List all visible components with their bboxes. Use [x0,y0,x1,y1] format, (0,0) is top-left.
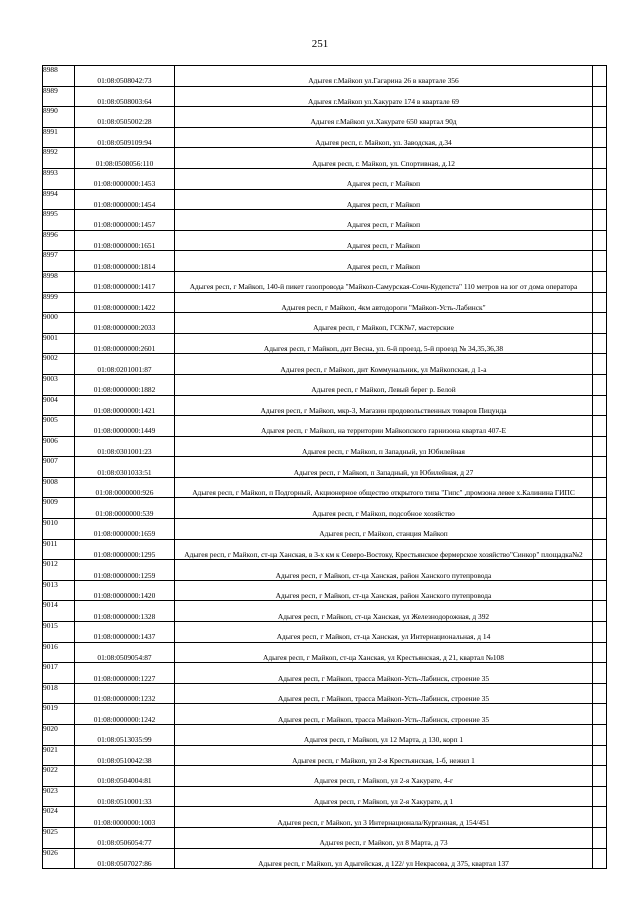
row-number: 9026 [43,848,75,869]
address: Адыгея респ, г Майкоп, ул 8 Марта, д 73 [175,827,593,848]
cadastral-number: 01:08:0510001:33 [75,786,175,807]
row-number: 9014 [43,601,75,622]
cadastral-number: 01:08:0510042:38 [75,745,175,766]
table-row [43,127,607,148]
row-number: 8999 [43,292,75,313]
empty-cell [593,683,607,704]
empty-cell [593,333,607,354]
empty-cell [593,477,607,498]
row-number: 9013 [43,580,75,601]
empty-cell [593,766,607,787]
cadastral-number: 01:08:0000000:1420 [75,580,175,601]
registry-table-body [43,66,607,869]
cadastral-number: 01:08:0509109:94 [75,127,175,148]
empty-cell [593,622,607,643]
empty-cell [593,436,607,457]
cadastral-number: 01:08:0000000:1295 [75,539,175,560]
address: Адыгея респ, г Майкоп, днт Коммунальник, ул Майкопская, д 1-а [175,354,593,375]
cadastral-number: 01:08:0000000:1232 [75,683,175,704]
empty-cell [593,107,607,128]
row-number: 9010 [43,519,75,540]
address: Адыгея респ, г Майкоп [175,230,593,251]
address: Адыгея г.Майкоп ул.Хакурате 174 в квартале 69 [175,86,593,107]
address: Адыгея респ, г Майкоп, 140-й пикет газопровода "Майкоп-Самурская-Сочи-Кудепста" 110 метров на юг от дома оператора [175,271,593,292]
row-number: 9000 [43,313,75,334]
empty-cell [593,395,607,416]
cadastral-number: 01:08:0000000:926 [75,477,175,498]
table-row [43,66,607,87]
table-row [43,704,607,725]
row-number: 9008 [43,477,75,498]
row-number: 9009 [43,498,75,519]
address: Адыгея респ, г Майкоп [175,210,593,231]
row-number: 9007 [43,457,75,478]
cadastral-number: 01:08:0301001:23 [75,436,175,457]
table-row [43,519,607,540]
row-number: 9005 [43,416,75,437]
row-number: 8996 [43,230,75,251]
registry-table [42,65,607,869]
address: Адыгея респ, г Майкоп, подсобное хозяйство [175,498,593,519]
cadastral-number: 01:08:0504004:81 [75,766,175,787]
address: Адыгея респ, г Майкоп, трасса Майкоп-Усть-Лабинск, строение 35 [175,683,593,704]
empty-cell [593,251,607,272]
cadastral-number: 01:08:0301033:51 [75,457,175,478]
row-number: 9003 [43,374,75,395]
row-number: 8989 [43,86,75,107]
row-number: 9021 [43,745,75,766]
cadastral-number: 01:08:0508042:73 [75,66,175,87]
address: Адыгея респ, г Майкоп [175,189,593,210]
empty-cell [593,271,607,292]
empty-cell [593,601,607,622]
empty-cell [593,848,607,869]
empty-cell [593,127,607,148]
row-number: 8992 [43,148,75,169]
table-row [43,498,607,519]
table-row [43,210,607,231]
cadastral-number: 01:08:0000000:539 [75,498,175,519]
address: Адыгея респ, г Майкоп, на территории Майкопского гарнизона квартал 407-Е [175,416,593,437]
address: Адыгея респ, г Майкоп, ул 12 Марта, д 130, корп 1 [175,725,593,746]
cadastral-number: 01:08:0000000:2601 [75,333,175,354]
address: Адыгея респ, г Майкоп, ГСК№7, мастерские [175,313,593,334]
cadastral-number: 01:08:0509054:87 [75,642,175,663]
empty-cell [593,168,607,189]
empty-cell [593,807,607,828]
empty-cell [593,725,607,746]
row-number: 9017 [43,663,75,684]
address: Адыгея респ, г Майкоп, ул 2-я Хакурате, д 1 [175,786,593,807]
cadastral-number: 01:08:0505002:28 [75,107,175,128]
empty-cell [593,86,607,107]
row-number: 8990 [43,107,75,128]
empty-cell [593,745,607,766]
row-number: 8988 [43,66,75,87]
cadastral-number: 01:08:0000000:1651 [75,230,175,251]
table-row [43,313,607,334]
empty-cell [593,313,607,334]
address: Адыгея респ, г Майкоп, ул 2-я Крестьянская, 1-б, нежил 1 [175,745,593,766]
cadastral-number: 01:08:0000000:1417 [75,271,175,292]
empty-cell [593,704,607,725]
row-number: 8997 [43,251,75,272]
table-row [43,168,607,189]
table-row [43,725,607,746]
table-row [43,374,607,395]
empty-cell [593,663,607,684]
row-number: 9012 [43,560,75,581]
row-number: 9025 [43,827,75,848]
row-number: 9002 [43,354,75,375]
cadastral-number: 01:08:0000000:1449 [75,416,175,437]
empty-cell [593,642,607,663]
empty-cell [593,519,607,540]
table-row [43,683,607,704]
address: Адыгея респ, г Майкоп, ст-ца Ханская, район Ханского путепровода [175,560,593,581]
address: Адыгея г.Майкоп ул.Гагарина 26 в квартале 356 [175,66,593,87]
row-number: 8993 [43,168,75,189]
row-number: 9018 [43,683,75,704]
table-row [43,416,607,437]
table-row [43,230,607,251]
empty-cell [593,148,607,169]
row-number: 8995 [43,210,75,231]
cadastral-number: 01:08:0000000:1421 [75,395,175,416]
row-number: 9016 [43,642,75,663]
table-row [43,786,607,807]
cadastral-number: 01:08:0508056:110 [75,148,175,169]
table-row [43,395,607,416]
cadastral-number: 01:08:0000000:1457 [75,210,175,231]
table-row [43,642,607,663]
table-row [43,292,607,313]
empty-cell [593,189,607,210]
address: Адыгея респ, г Майкоп, п Западный, ул Юбилейная [175,436,593,457]
cadastral-number: 01:08:0506054:77 [75,827,175,848]
empty-cell [593,354,607,375]
address: Адыгея респ, г Майкоп, ст-ца Ханская, район Ханского путепровода [175,580,593,601]
table-row [43,189,607,210]
cadastral-number: 01:08:0000000:1227 [75,663,175,684]
table-row [43,745,607,766]
table-row [43,663,607,684]
cadastral-number: 01:08:0000000:1454 [75,189,175,210]
empty-cell [593,498,607,519]
table-row [43,539,607,560]
empty-cell [593,374,607,395]
empty-cell [593,786,607,807]
address: Адыгея респ, г Майкоп, ст-ца Ханская, в 3-х км к Северо-Востоку, Крестьянское фермерское хозяйство"Синкор" площадка№2 [175,539,593,560]
page-number: 251 [311,38,329,50]
address: Адыгея респ, г Майкоп, ст-ца Ханская, ул Крестьянская, д 21, квартал №108 [175,642,593,663]
row-number: 9020 [43,725,75,746]
row-number: 9011 [43,539,75,560]
address: Адыгея г.Майкоп ул.Хакурате 650 квартал 90д [175,107,593,128]
cadastral-number: 01:08:0508003:64 [75,86,175,107]
cadastral-number: 01:08:0000000:1328 [75,601,175,622]
table-row [43,477,607,498]
table-row [43,807,607,828]
empty-cell [593,457,607,478]
cadastral-number: 01:08:0000000:1437 [75,622,175,643]
address: Адыгея респ, г Майкоп, ул 3 Интернационала/Курганная, д 154/451 [175,807,593,828]
address: Адыгея респ, г Майкоп, п Подгорный, Акционерное общество открытого типа "Гипс" ,промзона левее х.Калинина ГИПС [175,477,593,498]
table-row [43,601,607,622]
address: Адыгея респ, г Майкоп, трасса Майкоп-Усть-Лабинск, строение 35 [175,704,593,725]
address: Адыгея респ, г Майкоп, ст-ца Ханская, ул Железнодорожная, д 392 [175,601,593,622]
table-row [43,148,607,169]
row-number: 9019 [43,704,75,725]
row-number: 9023 [43,786,75,807]
row-number: 9006 [43,436,75,457]
cadastral-number: 01:08:0000000:1453 [75,168,175,189]
cadastral-number: 01:08:0000000:1242 [75,704,175,725]
cadastral-number: 01:08:0000000:1422 [75,292,175,313]
table-row [43,457,607,478]
cadastral-number: 01:08:0000000:2033 [75,313,175,334]
table-row [43,271,607,292]
row-number: 9024 [43,807,75,828]
address: Адыгея респ, г Майкоп, днт Весна, ул. 6-й проезд, 5-й проезд № 34,35,36,38 [175,333,593,354]
cadastral-number: 01:08:0000000:1882 [75,374,175,395]
address: Адыгея респ, г Майкоп [175,251,593,272]
address: Адыгея респ, г Майкоп, ст-ца Ханская, ул Интернациональная, д 14 [175,622,593,643]
empty-cell [593,66,607,87]
row-number: 9015 [43,622,75,643]
address: Адыгея респ, г Майкоп, п Западный, ул Юбилейная, д 27 [175,457,593,478]
row-number: 8998 [43,271,75,292]
table-row [43,560,607,581]
table-row [43,251,607,272]
empty-cell [593,539,607,560]
table-row [43,333,607,354]
address: Адыгея респ, г Майкоп, трасса Майкоп-Усть-Лабинск, строение 35 [175,663,593,684]
address: Адыгея респ, г Майкоп [175,168,593,189]
address: Адыгея респ, г Майкоп, Левый берег р. Белой [175,374,593,395]
cadastral-number: 01:08:0201001:87 [75,354,175,375]
empty-cell [593,580,607,601]
address: Адыгея респ, г Майкоп, ул 2-я Хакурате, 4-г [175,766,593,787]
row-number: 9001 [43,333,75,354]
cadastral-number: 01:08:0000000:1003 [75,807,175,828]
table-row [43,354,607,375]
cadastral-number: 01:08:0000000:1814 [75,251,175,272]
address: Адыгея респ, г Майкоп, ул Адыгейская, д 122/ ул Некрасова, д 375, квартал 137 [175,848,593,869]
table-row [43,622,607,643]
address: Адыгея респ, г. Майкоп, ул. Спортивная, д.12 [175,148,593,169]
row-number: 9004 [43,395,75,416]
table-row [43,107,607,128]
empty-cell [593,210,607,231]
empty-cell [593,230,607,251]
address: Адыгея респ, г Майкоп, станция Майкоп [175,519,593,540]
empty-cell [593,827,607,848]
table-row [43,766,607,787]
cadastral-number: 01:08:0513035:99 [75,725,175,746]
table-row [43,848,607,869]
address: Адыгея респ, г Майкоп, 4км автодороги "Майкоп-Усть-Лабинск" [175,292,593,313]
table-row [43,827,607,848]
table-row [43,86,607,107]
row-number: 9022 [43,766,75,787]
empty-cell [593,292,607,313]
table-row [43,436,607,457]
empty-cell [593,416,607,437]
address: Адыгея респ, г Майкоп, мкр-3, Магазин продовольственных товаров Пицунда [175,395,593,416]
row-number: 8994 [43,189,75,210]
cadastral-number: 01:08:0000000:1659 [75,519,175,540]
address: Адыгея респ, г. Майкоп, ул. Заводская, д.34 [175,127,593,148]
empty-cell [593,560,607,581]
row-number: 8991 [43,127,75,148]
cadastral-number: 01:08:0000000:1259 [75,560,175,581]
table-row [43,580,607,601]
cadastral-number: 01:08:0507027:86 [75,848,175,869]
